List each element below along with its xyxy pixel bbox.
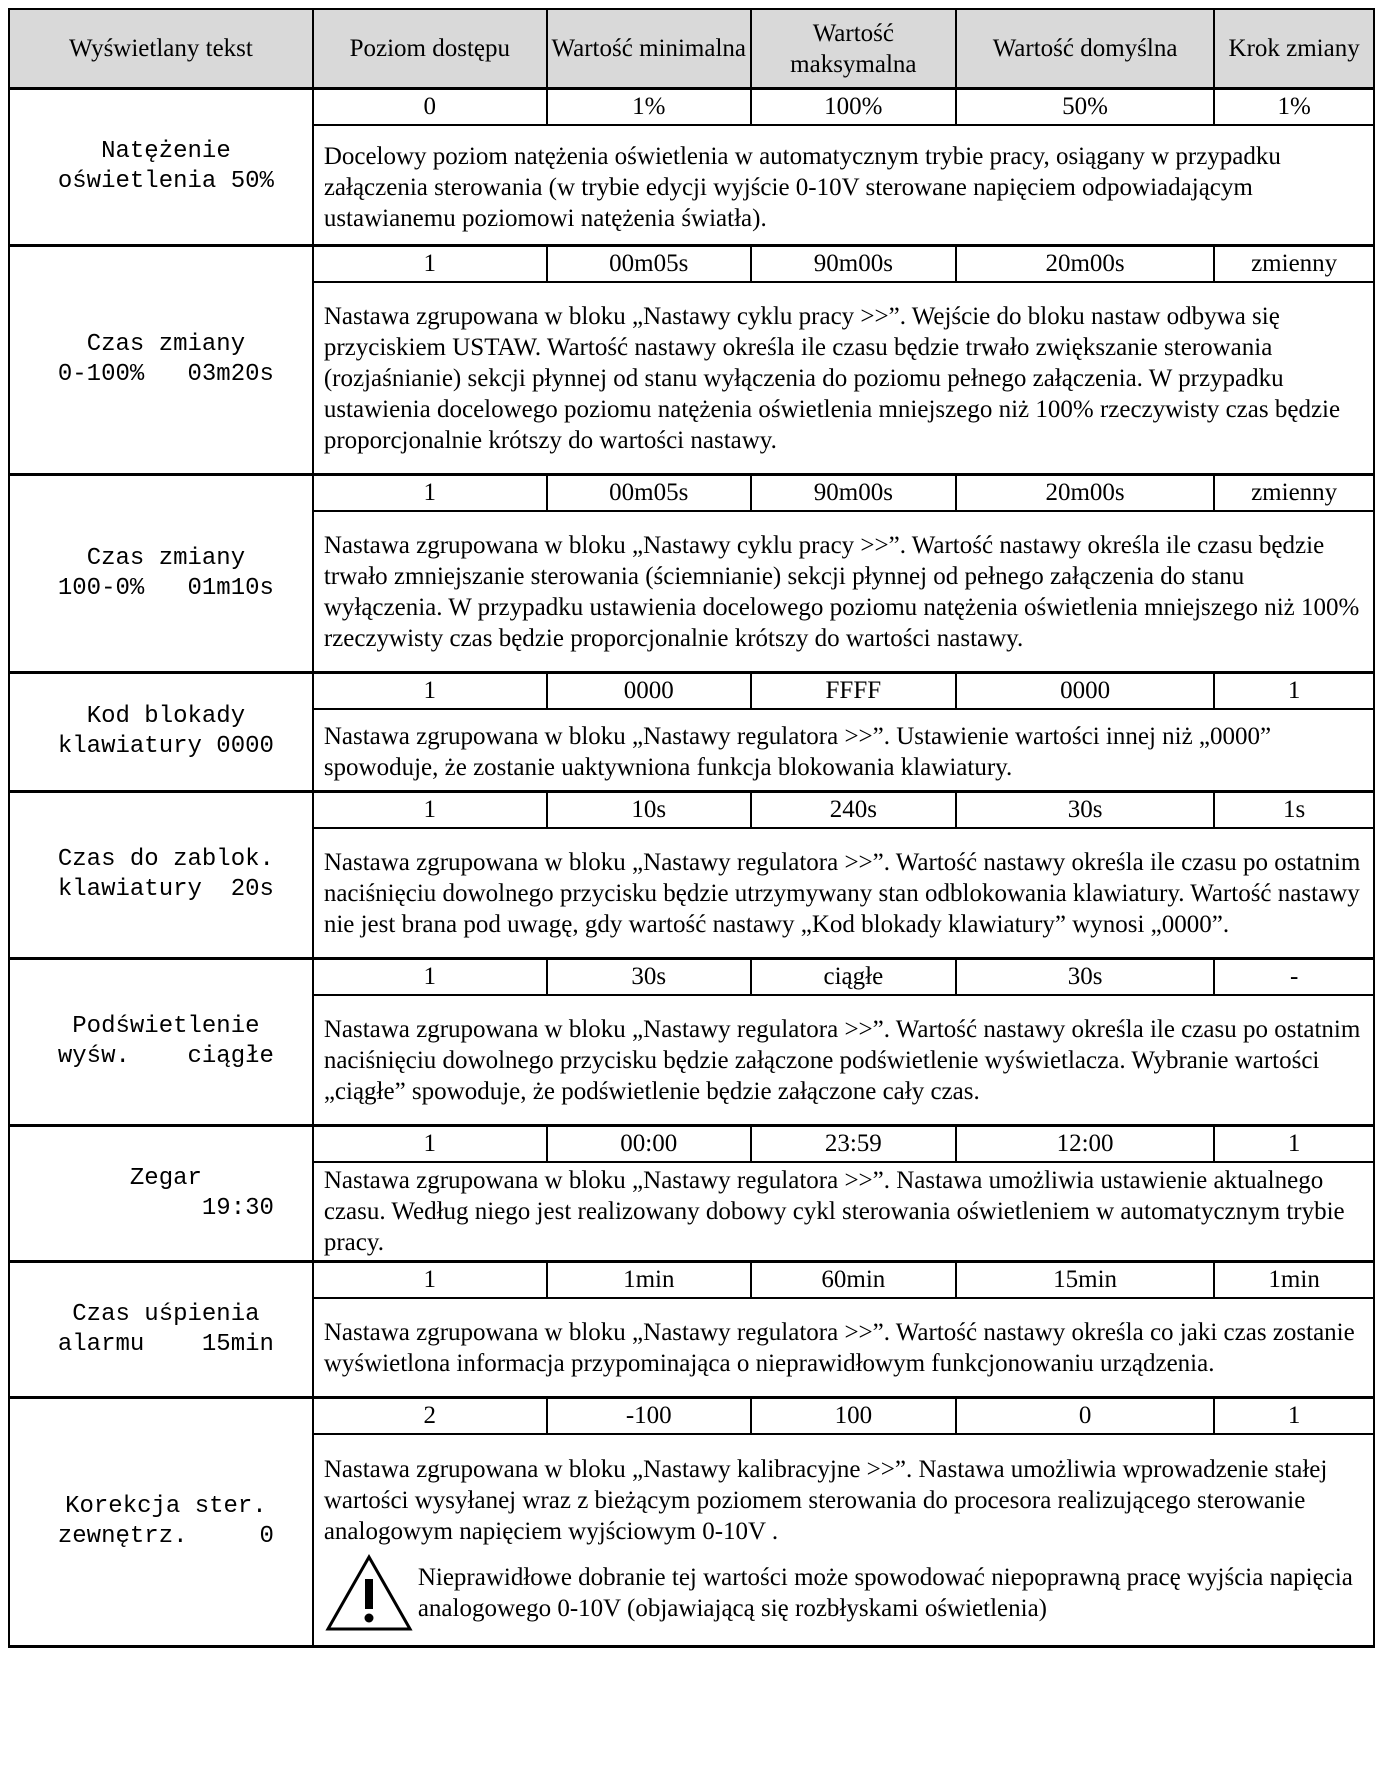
min-value-cell: 00m05s [547,246,751,283]
display-label: Podświetlenie wyśw. ciągłe [9,959,313,1126]
access-level-cell: 1 [313,1126,547,1163]
description-cell [313,995,1374,1126]
table-row [9,1398,1374,1435]
table-row [9,673,1374,710]
display-label: Korekcja ster. zewnętrz. 0 [9,1398,313,1647]
max-value-cell: 60min [751,1262,956,1299]
step-cell: 1 [1214,673,1374,710]
default-value-cell: 15min [956,1262,1214,1299]
max-value-cell: 90m00s [751,246,956,283]
max-value-cell: 23:59 [751,1126,956,1163]
table-row [9,475,1374,512]
step-cell: - [1214,959,1374,996]
description-cell [313,1434,1374,1647]
access-level-cell: 0 [313,89,547,126]
header-step: Krok zmiany [1214,9,1374,89]
display-label: Natężenie oświetlenia 50% [9,89,313,246]
warning-text: Nieprawidłowe dobranie tej wartości może spowodować niepoprawną pracę wyjścia napięcia analogowego 0-10V (objawiającą się rozbłyskami oświetlenia) [417,1563,1353,1622]
default-value-cell: 50% [956,89,1214,126]
max-value-cell: 100% [751,89,956,126]
max-value-cell: ciągłe [751,959,956,996]
step-cell: 1s [1214,792,1374,829]
access-level-cell: 1 [313,959,547,996]
description-text: Nastawa zgrupowana w bloku „Nastawy cyklu pracy >>”. Wartość nastawy określa ile czasu będzie trwało zmniejszanie sterowania (ściemnianie) sekcji płynnej od pełnego załączenia do stanu wyłączenia. W przypadku ustawienia docelowego poziomu natężenia oświetlenia mniejszego niż 100% rzeczywisty czas będzie proporcjonalnie krótszy do wartości nastawy. [323,531,1360,652]
description-cell [313,125,1374,246]
display-label: Czas uśpienia alarmu 15min [9,1262,313,1398]
description-cell [313,511,1374,673]
access-level-cell: 1 [313,673,547,710]
min-value-cell: 10s [547,792,751,829]
table-row [9,959,1374,996]
header-default-value: Wartość domyślna [956,9,1214,89]
min-value-cell: 1min [547,1262,751,1299]
max-value-cell: FFFF [751,673,956,710]
default-value-cell: 12:00 [956,1126,1214,1163]
table-row [9,1262,1374,1299]
description-text: Nastawa zgrupowana w bloku „Nastawy regulatora >>”. Wartość nastawy określa co jaki czas zostanie wyświetlona informacja przypominająca o nieprawidłowym funkcjonowaniu urządzenia. [323,1318,1355,1377]
table-row [9,89,1374,126]
table-row [9,246,1374,283]
warning-triangle-icon [324,1553,414,1633]
access-level-cell: 1 [313,475,547,512]
min-value-cell: -100 [547,1398,751,1435]
access-level-cell: 1 [313,1262,547,1299]
min-value-cell: 00:00 [547,1126,751,1163]
max-value-cell: 240s [751,792,956,829]
step-cell: 1% [1214,89,1374,126]
description-cell [313,828,1374,959]
header-max-value: Wartość maksymalna [751,9,956,89]
access-level-cell: 1 [313,792,547,829]
min-value-cell: 1% [547,89,751,126]
default-value-cell: 20m00s [956,475,1214,512]
step-cell: 1 [1214,1126,1374,1163]
description-cell [313,1162,1374,1262]
access-level-cell: 1 [313,246,547,283]
min-value-cell: 0000 [547,673,751,710]
step-cell: 1 [1214,1398,1374,1435]
description-text: Nastawa zgrupowana w bloku „Nastawy regulatora >>”. Ustawienie wartości innej niż „0000” spowoduje, że zostanie uaktywniona funkcja blokowania klawiatury. [323,723,1272,781]
table-row [9,792,1374,829]
parameters-table [8,8,1375,1648]
step-cell: zmienny [1214,246,1374,283]
default-value-cell: 0000 [956,673,1214,710]
warning-note [324,1553,1363,1633]
max-value-cell: 100 [751,1398,956,1435]
max-value-cell: 90m00s [751,475,956,512]
description-cell [313,1298,1374,1398]
description-text: Nastawa zgrupowana w bloku „Nastawy kalibracyjne >>”. Nastawa umożliwia wprowadzenie stałej wartości wysyłanej wraz z bieżącym poziomem sterowania do procesora realizującego sterowanie analogowym napięciem wyjściowym 0-10V . [323,1455,1328,1545]
display-label: Czas zmiany 100-0% 01m10s [9,475,313,673]
access-level-cell: 2 [313,1398,547,1435]
display-label: Czas zmiany 0-100% 03m20s [9,246,313,475]
description-text: Nastawa zgrupowana w bloku „Nastawy regulatora >>”. Wartość nastawy określa ile czasu po ostatnim naciśnięciu dowolnego przycisku będzie utrzymywany stan odblokowania klawiatury. Wartość nastawy nie jest brana pod uwagę, gdy wartość nastawy „Kod blokady klawiatury” wynosi „0000”. [323,848,1361,938]
description-text: Docelowy poziom natężenia oświetlenia w automatycznym trybie pracy, osiągany w przypadku załączenia sterowania (w trybie edycji wyjście 0-10V sterowane napięciem odpowiadającym ustawianemu poziomowi natężenia światła). [323,142,1281,232]
default-value-cell: 20m00s [956,246,1214,283]
default-value-cell: 0 [956,1398,1214,1435]
display-label: Kod blokady klawiatury 0000 [9,673,313,792]
description-text: Nastawa zgrupowana w bloku „Nastawy regulatora >>”. Wartość nastawy określa ile czasu po ostatnim naciśnięciu dowolnego przycisku będzie załączone podświetlenie wyświetlacza. Wybranie wartości „ciągłe” spowoduje, że podświetlenie będzie załączone cały czas. [323,1015,1361,1105]
header-display-text: Wyświetlany tekst [9,9,313,89]
step-cell: 1min [1214,1262,1374,1299]
description-text: Nastawa zgrupowana w bloku „Nastawy regulatora >>”. Nastawa umożliwia ustawienie aktualnego czasu. Według niego jest realizowany dobowy cykl sterowania oświetleniem w automatycznym trybie pracy. [323,1167,1345,1256]
display-label: Zegar 19:30 [9,1126,313,1262]
min-value-cell: 00m05s [547,475,751,512]
table-row [9,1126,1374,1163]
description-cell [313,282,1374,475]
description-text: Nastawa zgrupowana w bloku „Nastawy cyklu pracy >>”. Wejście do bloku nastaw odbywa się przyciskiem USTAW. Wartość nastawy określa ile czasu będzie trwało zwiększanie sterowania (rozjaśnianie) sekcji płynnej od stanu wyłączenia do poziomu pełnego załączenia. W przypadku ustawienia docelowego poziomu natężenia oświetlenia mniejszego niż 100% rzeczywisty czas będzie proporcjonalnie krótszy do wartości nastawy. [323,302,1341,454]
header-min-value: Wartość minimalna [547,9,751,89]
display-label: Czas do zablok. klawiatury 20s [9,792,313,959]
step-cell: zmienny [1214,475,1374,512]
min-value-cell: 30s [547,959,751,996]
default-value-cell: 30s [956,792,1214,829]
default-value-cell: 30s [956,959,1214,996]
description-cell [313,709,1374,792]
header-access-level: Poziom dostępu [313,9,547,89]
header-row [9,9,1374,89]
